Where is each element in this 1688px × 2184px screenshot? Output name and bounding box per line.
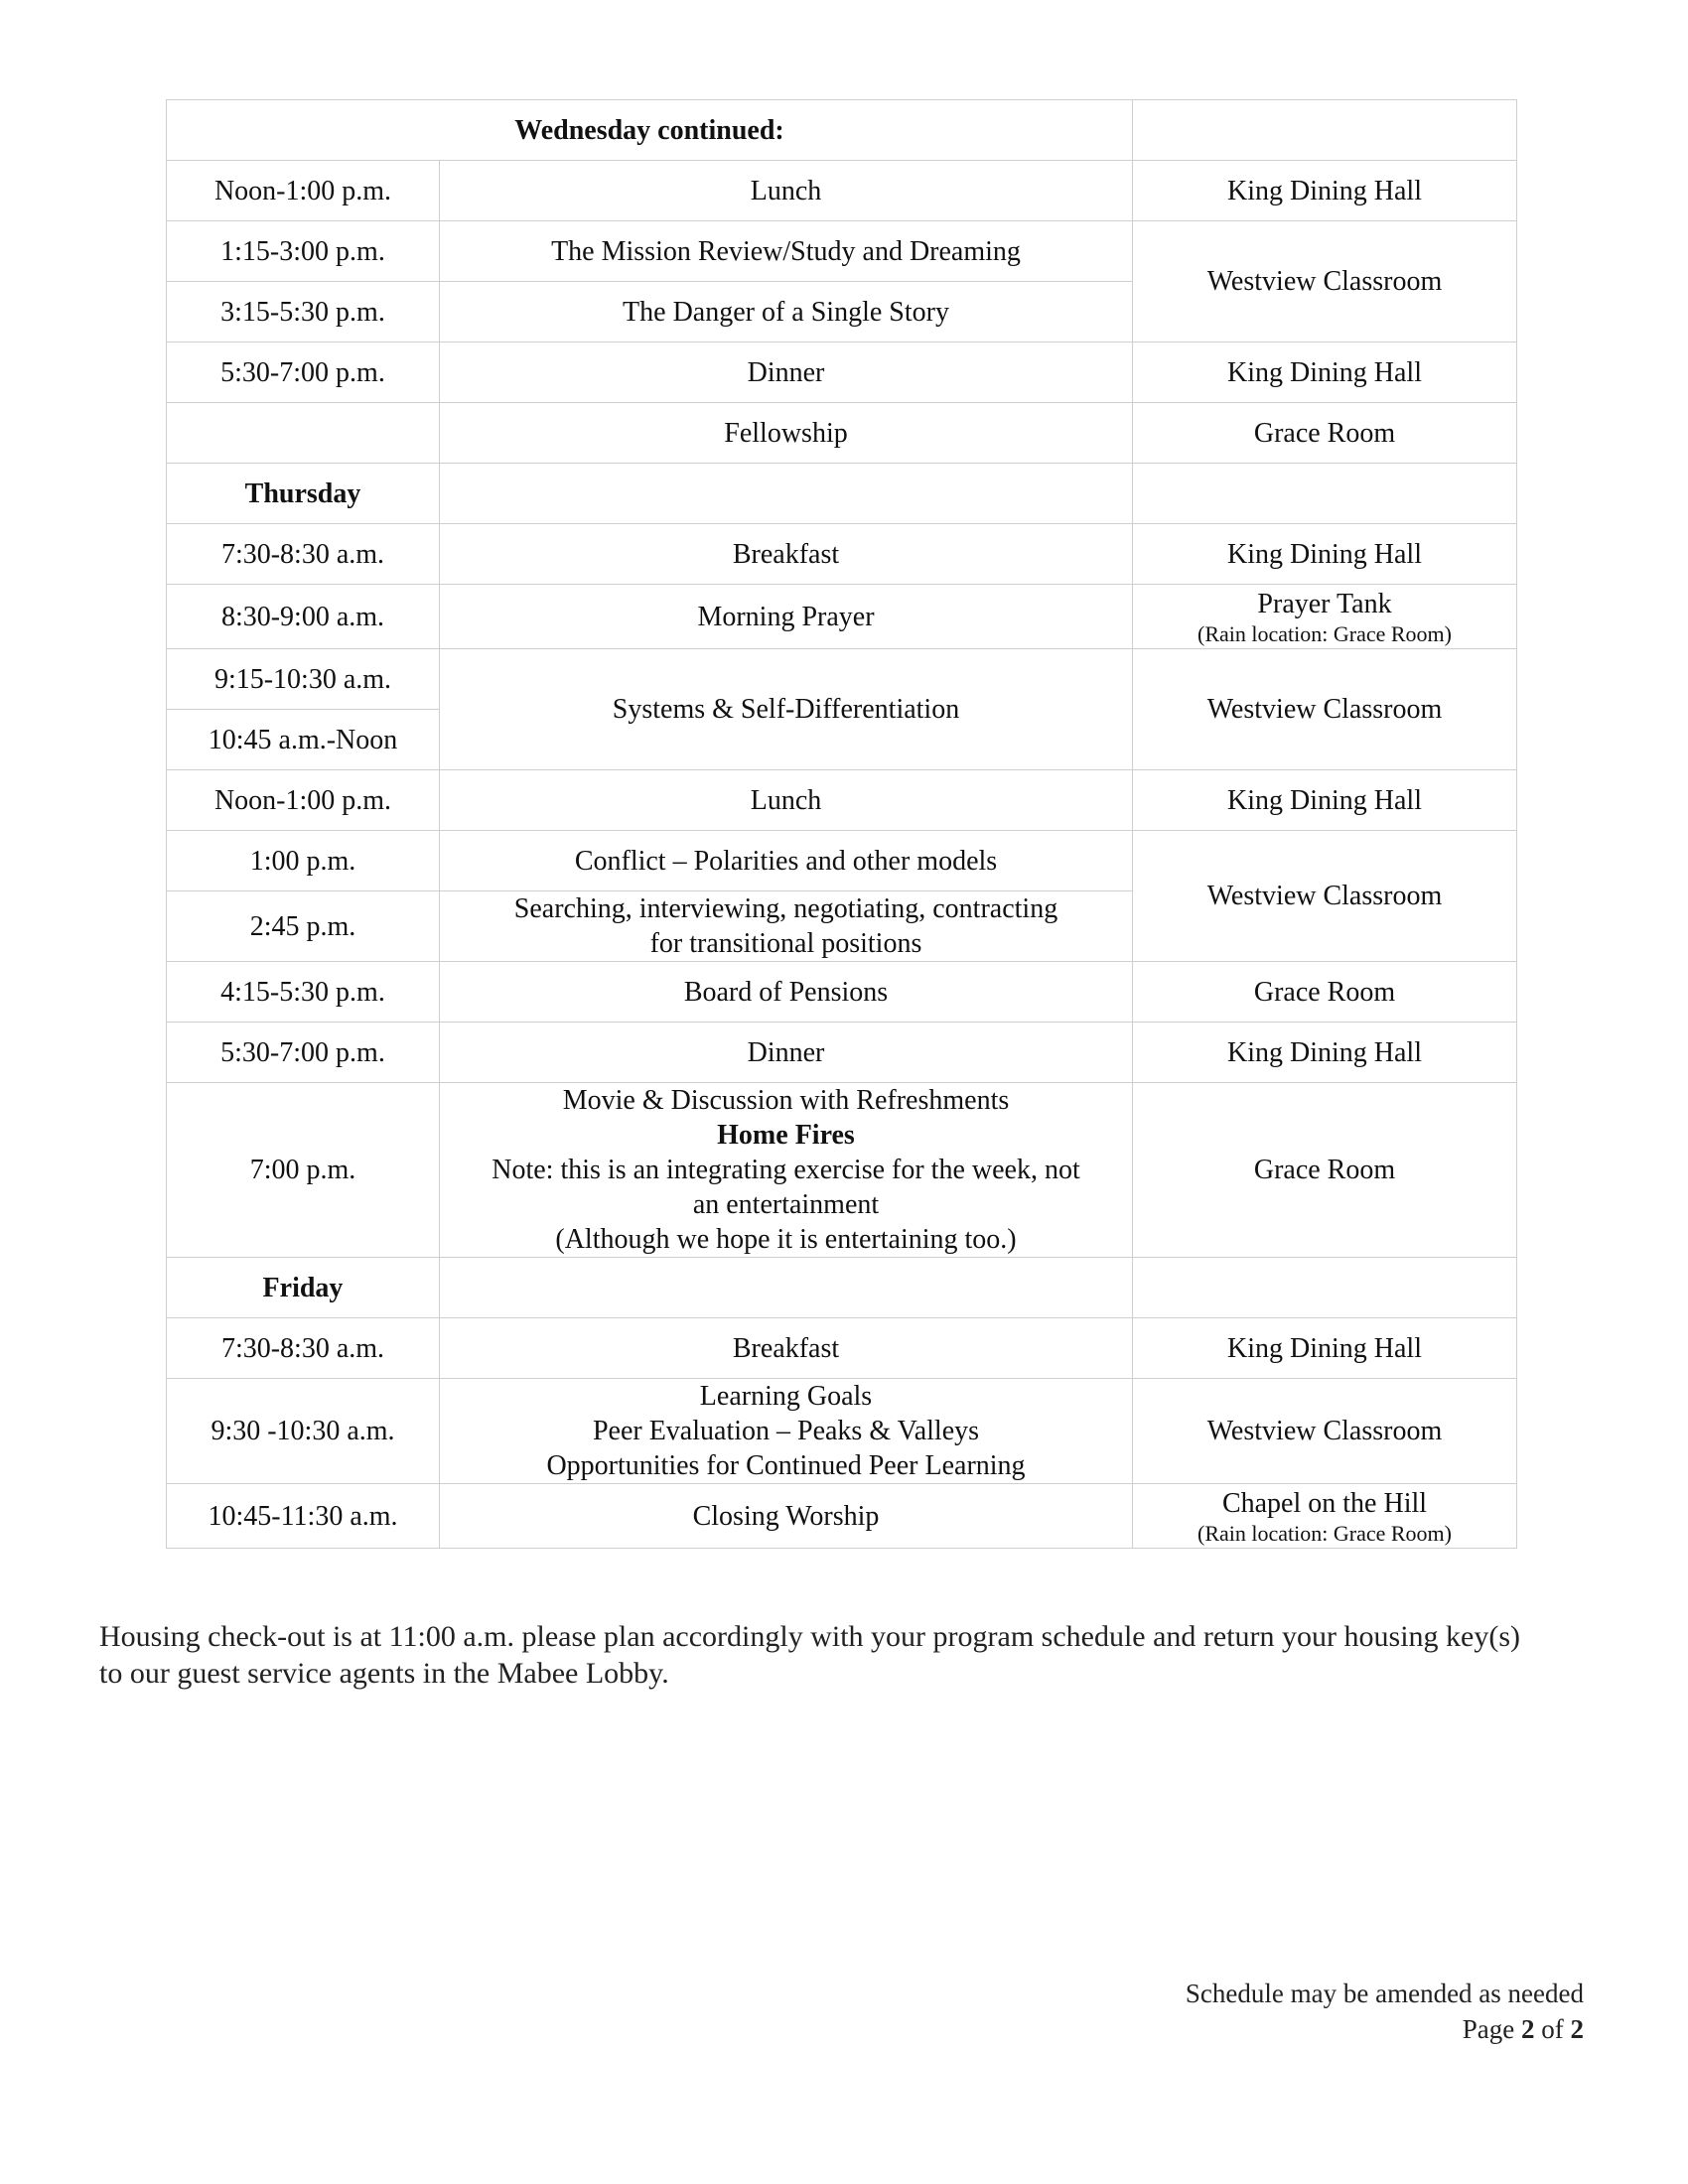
location-cell <box>1133 585 1517 649</box>
time-cell: Noon-1:00 p.m. <box>167 770 440 831</box>
page-footer <box>1186 1976 1584 2047</box>
event-cell: Dinner <box>440 1023 1133 1083</box>
event-cell: Board of Pensions <box>440 962 1133 1023</box>
table-row <box>167 221 1517 282</box>
location-cell: King Dining Hall <box>1133 161 1517 221</box>
time-cell: Noon-1:00 p.m. <box>167 161 440 221</box>
location-cell: Grace Room <box>1133 962 1517 1023</box>
location-cell: Westview Classroom <box>1133 1379 1517 1484</box>
page-number <box>1186 2011 1584 2047</box>
event-line: Searching, interviewing, negotiating, contracting <box>513 893 1058 924</box>
table-row <box>167 524 1517 585</box>
event-cell <box>440 891 1133 962</box>
table-row <box>167 831 1517 891</box>
event-line: Opportunities for Continued Peer Learning <box>546 1450 1026 1481</box>
rain-location-note: (Rain location: Grace Room) <box>1197 620 1452 646</box>
location-cell: Westview Classroom <box>1133 831 1517 962</box>
location-cell: Westview Classroom <box>1133 221 1517 342</box>
location-name: Chapel on the Hill <box>1221 1487 1428 1519</box>
event-cell: Breakfast <box>440 1318 1133 1379</box>
time-cell: 10:45-11:30 a.m. <box>167 1484 440 1549</box>
time-cell: 7:30-8:30 a.m. <box>167 1318 440 1379</box>
event-cell <box>440 464 1133 524</box>
time-cell: 9:15-10:30 a.m. <box>167 649 440 710</box>
section-header-wednesday <box>167 100 1517 161</box>
location-cell: King Dining Hall <box>1133 524 1517 585</box>
section-title: Wednesday continued: <box>167 100 1133 161</box>
location-cell <box>1133 464 1517 524</box>
location-cell: King Dining Hall <box>1133 342 1517 403</box>
event-line: Learning Goals <box>699 1381 873 1412</box>
location-cell: King Dining Hall <box>1133 1318 1517 1379</box>
event-cell <box>440 1083 1133 1258</box>
event-line: Note: this is an integrating exercise for the week, not <box>492 1155 1080 1185</box>
time-cell: 7:30-8:30 a.m. <box>167 524 440 585</box>
event-cell: Morning Prayer <box>440 585 1133 649</box>
table-row <box>167 585 1517 649</box>
table-row <box>167 161 1517 221</box>
page-total: 2 <box>1570 2014 1584 2044</box>
location-cell <box>1133 1258 1517 1318</box>
page-current: 2 <box>1521 2014 1535 2044</box>
table-row <box>167 649 1517 710</box>
location-cell <box>1133 1484 1517 1549</box>
event-line: for transitional positions <box>649 928 922 959</box>
section-title: Thursday <box>167 464 440 524</box>
section-title: Friday <box>167 1258 440 1318</box>
time-cell: 9:30 -10:30 a.m. <box>167 1379 440 1484</box>
location-cell: Grace Room <box>1133 1083 1517 1258</box>
time-cell: 5:30-7:00 p.m. <box>167 1023 440 1083</box>
location-cell: Westview Classroom <box>1133 649 1517 770</box>
event-cell: Lunch <box>440 161 1133 221</box>
table-row <box>167 1484 1517 1549</box>
table-row <box>167 1023 1517 1083</box>
table-row <box>167 1318 1517 1379</box>
time-cell: 10:45 a.m.-Noon <box>167 710 440 770</box>
table-row <box>167 962 1517 1023</box>
location-cell: King Dining Hall <box>1133 1023 1517 1083</box>
event-line: an entertainment <box>692 1189 880 1220</box>
time-cell: 2:45 p.m. <box>167 891 440 962</box>
event-cell: Systems & Self-Differentiation <box>440 649 1133 770</box>
event-cell: Fellowship <box>440 403 1133 464</box>
rain-location-note: (Rain location: Grace Room) <box>1197 1520 1452 1546</box>
location-cell: King Dining Hall <box>1133 770 1517 831</box>
event-cell <box>440 1379 1133 1484</box>
time-cell: 3:15-5:30 p.m. <box>167 282 440 342</box>
event-cell: Dinner <box>440 342 1133 403</box>
event-line: (Although we hope it is entertaining too.) <box>555 1224 1017 1255</box>
event-cell: Lunch <box>440 770 1133 831</box>
event-line: Peer Evaluation – Peaks & Valleys <box>592 1416 980 1446</box>
time-cell <box>167 403 440 464</box>
section-header-friday <box>167 1258 1517 1318</box>
event-cell: Breakfast <box>440 524 1133 585</box>
section-header-thursday <box>167 464 1517 524</box>
event-line: Movie & Discussion with Refreshments <box>562 1085 1010 1116</box>
table-row <box>167 1083 1517 1258</box>
table-row <box>167 770 1517 831</box>
schedule-table <box>166 99 1517 1549</box>
event-cell <box>440 1258 1133 1318</box>
time-cell: 7:00 p.m. <box>167 1083 440 1258</box>
event-cell: Conflict – Polarities and other models <box>440 831 1133 891</box>
table-row <box>167 403 1517 464</box>
time-cell: 1:15-3:00 p.m. <box>167 221 440 282</box>
time-cell: 4:15-5:30 p.m. <box>167 962 440 1023</box>
location-cell <box>1133 100 1517 161</box>
event-cell: The Mission Review/Study and Dreaming <box>440 221 1133 282</box>
movie-title: Home Fires <box>717 1120 855 1151</box>
page-of: of <box>1534 2014 1571 2044</box>
location-name: Prayer Tank <box>1257 588 1392 619</box>
amend-note: Schedule may be amended as needed <box>1185 1979 1584 2008</box>
housing-checkout-note: Housing check-out is at 11:00 a.m. please plan accordingly with your program schedule and return your housing key(s) to our guest service agents in the Mabee Lobby. <box>99 1620 1521 1690</box>
table-row <box>167 342 1517 403</box>
time-cell: 1:00 p.m. <box>167 831 440 891</box>
page-prefix: Page <box>1462 2014 1521 2044</box>
time-cell: 5:30-7:00 p.m. <box>167 342 440 403</box>
table-row <box>167 1379 1517 1484</box>
time-cell: 8:30-9:00 a.m. <box>167 585 440 649</box>
location-cell: Grace Room <box>1133 403 1517 464</box>
event-cell: Closing Worship <box>440 1484 1133 1549</box>
event-cell: The Danger of a Single Story <box>440 282 1133 342</box>
